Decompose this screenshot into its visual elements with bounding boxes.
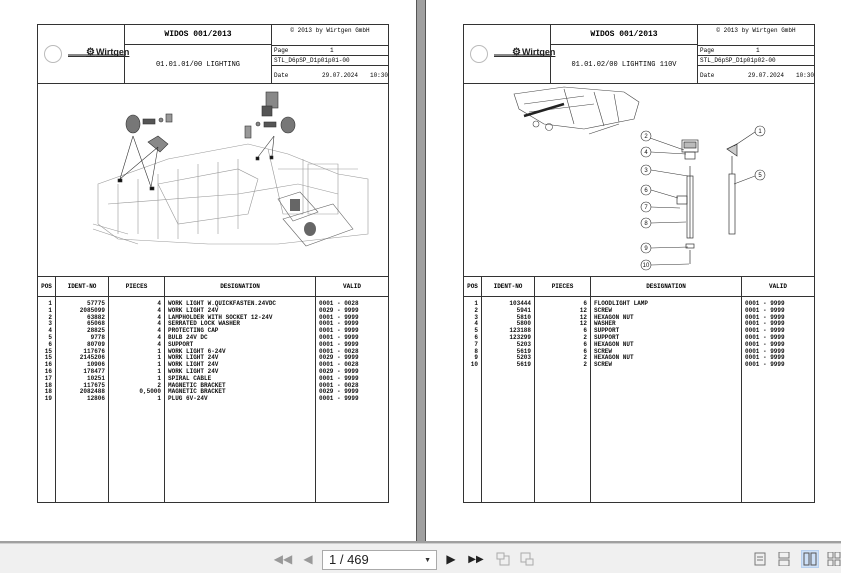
table-cell-valid: 0029 - 9999 xyxy=(319,367,359,375)
table-cell-pieces: 2 xyxy=(157,381,161,389)
copyright: © 2013 by Wirtgen GmbH xyxy=(697,25,814,45)
copyright: © 2013 by Wirtgen GmbH xyxy=(271,25,388,45)
table-cell-pos: 18 xyxy=(44,381,52,389)
table-cell-pieces: 1 xyxy=(157,374,161,382)
table-cell-pieces: 1 xyxy=(157,347,161,355)
table-cell-pos: 15 xyxy=(44,354,52,362)
table-cell-pieces: 2 xyxy=(583,354,587,362)
table-cell-pieces: 4 xyxy=(157,333,161,341)
table-cell-ident: 2082488 xyxy=(79,388,105,396)
svg-text:10: 10 xyxy=(642,263,650,269)
table-cell-pos: 15 xyxy=(44,347,52,355)
viewer-toolbar xyxy=(0,543,841,573)
table-cell-pos: 1 xyxy=(48,300,52,307)
svg-text:6: 6 xyxy=(644,188,648,194)
svg-text:8: 8 xyxy=(644,221,648,227)
col-pieces xyxy=(534,297,590,502)
table-cell-pos: 16 xyxy=(44,367,52,375)
table-cell-pieces: 4 xyxy=(157,306,161,314)
chevron-down-icon: ▼ xyxy=(424,557,431,564)
col-designation-header: DESIGNATION xyxy=(164,277,315,296)
page-label: Page xyxy=(274,47,289,54)
section-title: 01.01.02/00 LIGHTING 110V xyxy=(550,45,697,84)
table-cell-ident: 65068 xyxy=(86,320,105,328)
table-cell-pieces: 4 xyxy=(157,313,161,321)
seal-icon xyxy=(470,45,488,63)
view-continuous-button[interactable] xyxy=(775,550,793,568)
date-label: Date xyxy=(274,71,289,79)
doc-id: STL_D6pSP_D1p01p01-00 xyxy=(271,55,388,65)
table-cell-designation: WORK LIGHT 24V xyxy=(168,367,219,375)
table-cell-pos: 5 xyxy=(48,333,52,341)
page-row xyxy=(271,45,388,55)
table-cell-valid: 0001 - 9999 xyxy=(745,313,785,321)
table-cell-valid: 0001 - 9999 xyxy=(319,333,359,341)
table-cell-ident: 9778 xyxy=(90,333,105,341)
view-continuous-facing-button[interactable] xyxy=(825,550,841,568)
table-cell-pieces: 4 xyxy=(157,320,161,328)
table-cell-designation: MAGNETIC BRACKET xyxy=(168,381,226,389)
table-cell-valid: 0001 - 0028 xyxy=(319,381,359,389)
table-cell-designation: LAMPHOLDER WITH SOCKET 12-24V xyxy=(168,313,273,321)
table-cell-ident: 103444 xyxy=(509,300,531,307)
table-cell-valid: 0029 - 9999 xyxy=(319,354,359,362)
svg-text:2: 2 xyxy=(644,134,648,140)
gear-icon: ⚙ xyxy=(86,47,95,58)
table-cell-designation: HEXAGON NUT xyxy=(594,354,634,362)
col-valid xyxy=(315,297,388,502)
table-cell-designation: PROTECTING CAP xyxy=(168,327,219,335)
table-cell-valid: 0029 - 9999 xyxy=(319,388,359,396)
table-cell-valid: 0001 - 9999 xyxy=(319,327,359,335)
table-cell-ident: 5810 xyxy=(516,313,531,321)
table-cell-pieces: 6 xyxy=(583,347,587,355)
single-page-icon xyxy=(754,552,766,566)
table-cell-ident: 5203 xyxy=(516,354,531,362)
table-cell-designation: SCREW xyxy=(594,361,613,369)
table-cell-designation: WORK LIGHT 24V xyxy=(168,354,219,362)
table-cell-pos: 4 xyxy=(48,327,52,335)
brand-name: Wirtgen xyxy=(521,47,556,57)
table-cell-pieces: 4 xyxy=(157,327,161,335)
table-body xyxy=(464,297,814,502)
time-value: 10:30 xyxy=(369,71,388,79)
table-cell-valid: 0001 - 9999 xyxy=(319,340,359,348)
parts-table xyxy=(464,277,814,502)
brand-name: Wirtgen xyxy=(95,47,130,57)
page-indicator: 1 / 469 xyxy=(329,552,369,567)
table-cell-valid: 0001 - 9999 xyxy=(745,347,785,355)
col-valid-header: VALID xyxy=(741,277,814,296)
page-value: 1 xyxy=(756,47,760,54)
table-cell-pos: 10 xyxy=(470,361,478,369)
seal-icon xyxy=(44,45,62,63)
table-cell-pieces: 1 xyxy=(157,354,161,362)
table-cell-pos: 19 xyxy=(44,395,52,403)
table-cell-ident: 10251 xyxy=(86,374,105,382)
table-header xyxy=(464,277,814,297)
table-cell-ident: 2145206 xyxy=(79,354,105,362)
sheet-header xyxy=(38,25,388,84)
svg-text:1: 1 xyxy=(758,129,762,135)
svg-text:3: 3 xyxy=(644,168,648,174)
table-cell-pieces: 0,5000 xyxy=(139,388,161,396)
time-value: 10:30 xyxy=(795,71,814,79)
table-cell-ident: 5619 xyxy=(516,347,531,355)
parts-table xyxy=(38,277,388,502)
next-page-icon: ▶ xyxy=(446,552,456,566)
view-facing-button[interactable] xyxy=(801,550,819,568)
table-cell-designation: PLUG 6V-24V xyxy=(168,395,208,403)
table-cell-designation: WORK LIGHT W.QUICKFASTEN.24VDC xyxy=(168,300,277,307)
continuous-page-icon xyxy=(778,552,790,566)
table-cell-valid: 0029 - 9999 xyxy=(319,306,359,314)
table-cell-valid: 0001 - 0028 xyxy=(319,300,359,307)
page-label: Page xyxy=(700,47,715,54)
table-cell-valid: 0001 - 9999 xyxy=(745,320,785,328)
col-pos xyxy=(38,297,55,502)
table-cell-valid: 0001 - 9999 xyxy=(745,340,785,348)
col-valid xyxy=(741,297,814,502)
sheet-header xyxy=(464,25,814,84)
doc-id: STL_D6pSP_D1p01p02-00 xyxy=(697,55,814,65)
col-designation-header: DESIGNATION xyxy=(590,277,741,296)
table-cell-pos: 3 xyxy=(474,313,478,321)
table-cell-pieces: 12 xyxy=(579,320,587,328)
table-cell-designation: WORK LIGHT 24V xyxy=(168,361,219,369)
table-cell-pos: 3 xyxy=(48,320,52,328)
table-cell-ident: 57775 xyxy=(86,300,105,307)
svg-text:9: 9 xyxy=(644,246,648,252)
table-cell-pieces: 4 xyxy=(157,300,161,307)
table-cell-valid: 0001 - 9999 xyxy=(745,306,785,314)
col-pos-header: POS xyxy=(41,283,52,290)
brand-logo xyxy=(86,47,129,58)
page-right xyxy=(425,0,841,541)
svg-text:7: 7 xyxy=(644,205,648,211)
facing-pages-icon xyxy=(803,552,817,566)
table-cell-valid: 0001 - 0028 xyxy=(319,347,359,355)
floodlight-drawing-icon xyxy=(464,84,814,277)
table-cell-ident: 123188 xyxy=(509,327,531,335)
machine-drawing-icon xyxy=(38,84,388,277)
table-cell-ident: 63882 xyxy=(86,313,105,321)
table-cell-valid: 0001 - 9999 xyxy=(745,327,785,335)
table-cell-designation: SERRATED LOCK WASHER xyxy=(168,320,241,328)
table-cell-ident: 2085099 xyxy=(79,306,105,314)
table-cell-designation: SCREW xyxy=(594,306,613,314)
first-page-icon: ◀◀ xyxy=(273,552,293,566)
page-row xyxy=(697,45,814,55)
table-cell-valid: 0001 - 9999 xyxy=(319,320,359,328)
table-cell-designation: FLOODLIGHT LAMP xyxy=(594,300,649,307)
table-cell-designation: MAGNETIC BRACKET xyxy=(168,388,226,396)
col-pieces-header: PIECES xyxy=(534,277,590,296)
date-row xyxy=(271,65,388,84)
table-cell-pos: 1 xyxy=(474,300,478,307)
table-cell-pieces: 1 xyxy=(157,367,161,375)
table-cell-ident: 28825 xyxy=(86,327,105,335)
table-cell-designation: SUPPORT xyxy=(168,340,194,348)
date-row xyxy=(697,65,814,84)
continuous-facing-icon xyxy=(827,552,841,566)
date-value: 29.07.2024 xyxy=(747,71,784,79)
table-cell-pos: 16 xyxy=(44,361,52,369)
table-cell-pieces: 2 xyxy=(583,361,587,369)
table-cell-designation: SUPPORT xyxy=(594,333,620,341)
table-cell-ident: 5800 xyxy=(516,320,531,328)
table-cell-valid: 0001 - 9999 xyxy=(319,374,359,382)
svg-text:4: 4 xyxy=(644,150,648,156)
table-cell-valid: 0001 - 9999 xyxy=(745,361,785,369)
table-cell-designation: BULB 24V DC xyxy=(168,333,208,341)
exploded-drawing xyxy=(464,84,814,277)
table-cell-pos: 5 xyxy=(474,327,478,335)
brand-logo xyxy=(512,47,555,58)
table-cell-ident: 12806 xyxy=(86,395,105,403)
prev-page-icon: ◀ xyxy=(303,552,313,566)
table-cell-pieces: 6 xyxy=(583,340,587,348)
col-ident-header: IDENT-NO xyxy=(55,277,108,296)
col-ident xyxy=(55,297,108,502)
parts-sheet xyxy=(37,24,389,503)
table-cell-pos: 9 xyxy=(474,354,478,362)
document-title: WIDOS 001/2013 xyxy=(124,25,271,45)
table-cell-designation: WASHER xyxy=(594,320,616,328)
col-designation xyxy=(164,297,315,502)
table-cell-designation: HEXAGON NUT xyxy=(594,313,634,321)
col-designation xyxy=(590,297,741,502)
table-cell-ident: 80709 xyxy=(86,340,105,348)
table-body xyxy=(38,297,388,502)
table-cell-pos: 8 xyxy=(474,347,478,355)
table-cell-pieces: 1 xyxy=(157,395,161,403)
table-cell-designation: SCREW xyxy=(594,347,613,355)
col-valid-header: VALID xyxy=(315,277,388,296)
view-single-page-button[interactable] xyxy=(751,550,769,568)
page-number-select[interactable] xyxy=(322,550,437,570)
table-cell-valid: 0001 - 9999 xyxy=(745,354,785,362)
col-pieces-header: PIECES xyxy=(108,277,164,296)
col-ident-header: IDENT-NO xyxy=(481,277,534,296)
parts-sheet xyxy=(463,24,815,503)
table-cell-valid: 0001 - 0028 xyxy=(319,361,359,369)
table-cell-designation: WORK LIGHT 24V xyxy=(168,306,219,314)
table-cell-pos: 6 xyxy=(474,333,478,341)
table-cell-designation: HEXAGON NUT xyxy=(594,340,634,348)
date-label: Date xyxy=(700,71,715,79)
next-view-icon xyxy=(519,551,535,567)
table-cell-valid: 0001 - 9999 xyxy=(745,333,785,341)
table-cell-designation: SPIRAL CABLE xyxy=(168,374,212,382)
table-cell-pos: 1 xyxy=(48,306,52,314)
svg-text:5: 5 xyxy=(758,173,762,179)
date-value: 29.07.2024 xyxy=(321,71,358,79)
table-cell-pos: 18 xyxy=(44,388,52,396)
table-cell-pos: 17 xyxy=(44,374,52,382)
table-cell-ident: 10906 xyxy=(86,361,105,369)
previous-view-button[interactable] xyxy=(495,551,511,567)
table-cell-ident: 5619 xyxy=(516,361,531,369)
table-cell-ident: 178477 xyxy=(83,367,105,375)
exploded-drawing xyxy=(38,84,388,277)
first-page-button[interactable] xyxy=(275,551,291,567)
table-cell-pieces: 1 xyxy=(157,361,161,369)
table-cell-pos: 2 xyxy=(48,313,52,321)
document-title: WIDOS 001/2013 xyxy=(550,25,697,45)
table-cell-valid: 0001 - 9999 xyxy=(319,313,359,321)
table-cell-pieces: 6 xyxy=(583,327,587,335)
next-page-button[interactable] xyxy=(443,551,459,567)
col-pieces xyxy=(108,297,164,502)
table-cell-designation: WORK LIGHT 6-24V xyxy=(168,347,226,355)
last-page-icon: ▶▶ xyxy=(468,553,484,565)
table-cell-pos: 7 xyxy=(474,340,478,348)
table-cell-pieces: 6 xyxy=(583,300,587,307)
table-cell-pieces: 2 xyxy=(583,333,587,341)
page-left xyxy=(0,0,417,541)
table-cell-pieces: 12 xyxy=(579,313,587,321)
table-cell-ident: 123299 xyxy=(509,333,531,341)
section-title: 01.01.01/00 LIGHTING xyxy=(124,45,271,84)
table-cell-pos: 6 xyxy=(48,340,52,348)
prev-page-button[interactable] xyxy=(300,551,316,567)
table-cell-ident: 5941 xyxy=(516,306,531,314)
table-cell-valid: 0001 - 9999 xyxy=(745,300,785,307)
table-cell-pos: 4 xyxy=(474,320,478,328)
table-cell-ident: 5203 xyxy=(516,340,531,348)
table-cell-designation: SUPPORT xyxy=(594,327,620,335)
table-cell-valid: 0001 - 9999 xyxy=(319,395,359,403)
page-value: 1 xyxy=(330,47,334,54)
table-header xyxy=(38,277,388,297)
col-ident xyxy=(481,297,534,502)
previous-view-icon xyxy=(495,551,511,567)
table-cell-pos: 2 xyxy=(474,306,478,314)
col-pos-header: POS xyxy=(467,283,478,290)
table-cell-pieces: 12 xyxy=(579,306,587,314)
gear-icon: ⚙ xyxy=(512,47,521,58)
table-cell-pieces: 4 xyxy=(157,340,161,348)
last-page-button[interactable] xyxy=(468,551,484,567)
table-cell-ident: 117676 xyxy=(83,347,105,355)
next-view-button[interactable] xyxy=(519,551,535,567)
col-pos xyxy=(464,297,481,502)
table-cell-ident: 117675 xyxy=(83,381,105,389)
